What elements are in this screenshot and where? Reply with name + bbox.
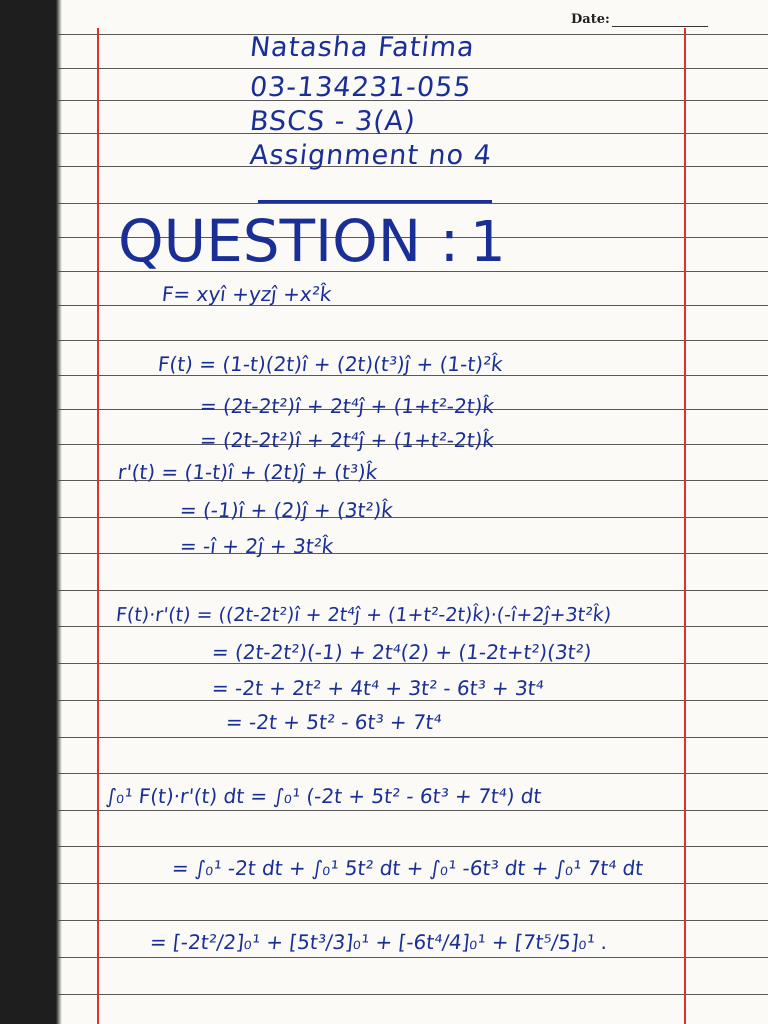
question-heading [118, 207, 506, 275]
assignment-title: Assignment no 4 [248, 140, 494, 171]
title-underline [258, 200, 492, 203]
integral-line-3: = [-2t²/2]₀¹ + [5t³/3]₀¹ + [-6t⁴/4]₀¹ + [7t⁵/5]₀¹ . [148, 930, 609, 954]
F-t-line-3: = (2t-2t²)î + 2t⁴ĵ + (1+t²-2t)k̂ [198, 428, 496, 452]
dot-product-line-2: = (2t-2t²)(-1) + 2t⁴(2) + (1-2t+t²)(3t²) [210, 640, 593, 664]
student-id: 03-134231-055 [248, 72, 474, 103]
question-number: 1 [469, 210, 506, 275]
r-t-line-2: = (-1)î + (2)ĵ + (3t²)k̂ [178, 498, 395, 522]
question-label: QUESTION : [118, 207, 460, 275]
integral-line-2: = ∫₀¹ -2t dt + ∫₀¹ 5t² dt + ∫₀¹ -6t³ dt + ∫₀¹ 7t⁴ dt [170, 856, 645, 880]
dot-product-line-4: = -2t + 5t² - 6t³ + 7t⁴ [224, 710, 443, 734]
vector-field: F= xyî +yzĵ +x²k̂ [160, 282, 333, 306]
left-margin-line [97, 28, 99, 1024]
class-section: BSCS - 3(A) [248, 106, 418, 137]
F-t-line-2: = (2t-2t²)î + 2t⁴ĵ + (1+t²-2t)k̂ [198, 394, 496, 418]
r-t-line-3: = -î + 2ĵ + 3t²k̂ [178, 534, 335, 558]
r-t-line-1: r'(t) = (1-t)î + (2t)ĵ + (t³)k̂ [116, 460, 379, 484]
date-label: Date: [571, 12, 610, 27]
date-field-line [612, 26, 708, 27]
dot-product-line-1: F(t)·r'(t) = ((2t-2t²)î + 2t⁴ĵ + (1+t²-2t)k̂)·(-î+2ĵ+3t²k̂) [114, 604, 613, 626]
integral-line-1: ∫₀¹ F(t)·r'(t) dt = ∫₀¹ (-2t + 5t² - 6t³ + 7t⁴) dt [104, 784, 543, 808]
dot-product-line-3: = -2t + 2t² + 4t⁴ + 3t² - 6t³ + 3t⁴ [210, 676, 545, 700]
right-margin-line [684, 28, 686, 1024]
F-t-line-1: F(t) = (1-t)(2t)î + (2t)(t³)ĵ + (1-t)²k̂ [156, 352, 504, 376]
student-name: Natasha Fatima [248, 32, 477, 63]
